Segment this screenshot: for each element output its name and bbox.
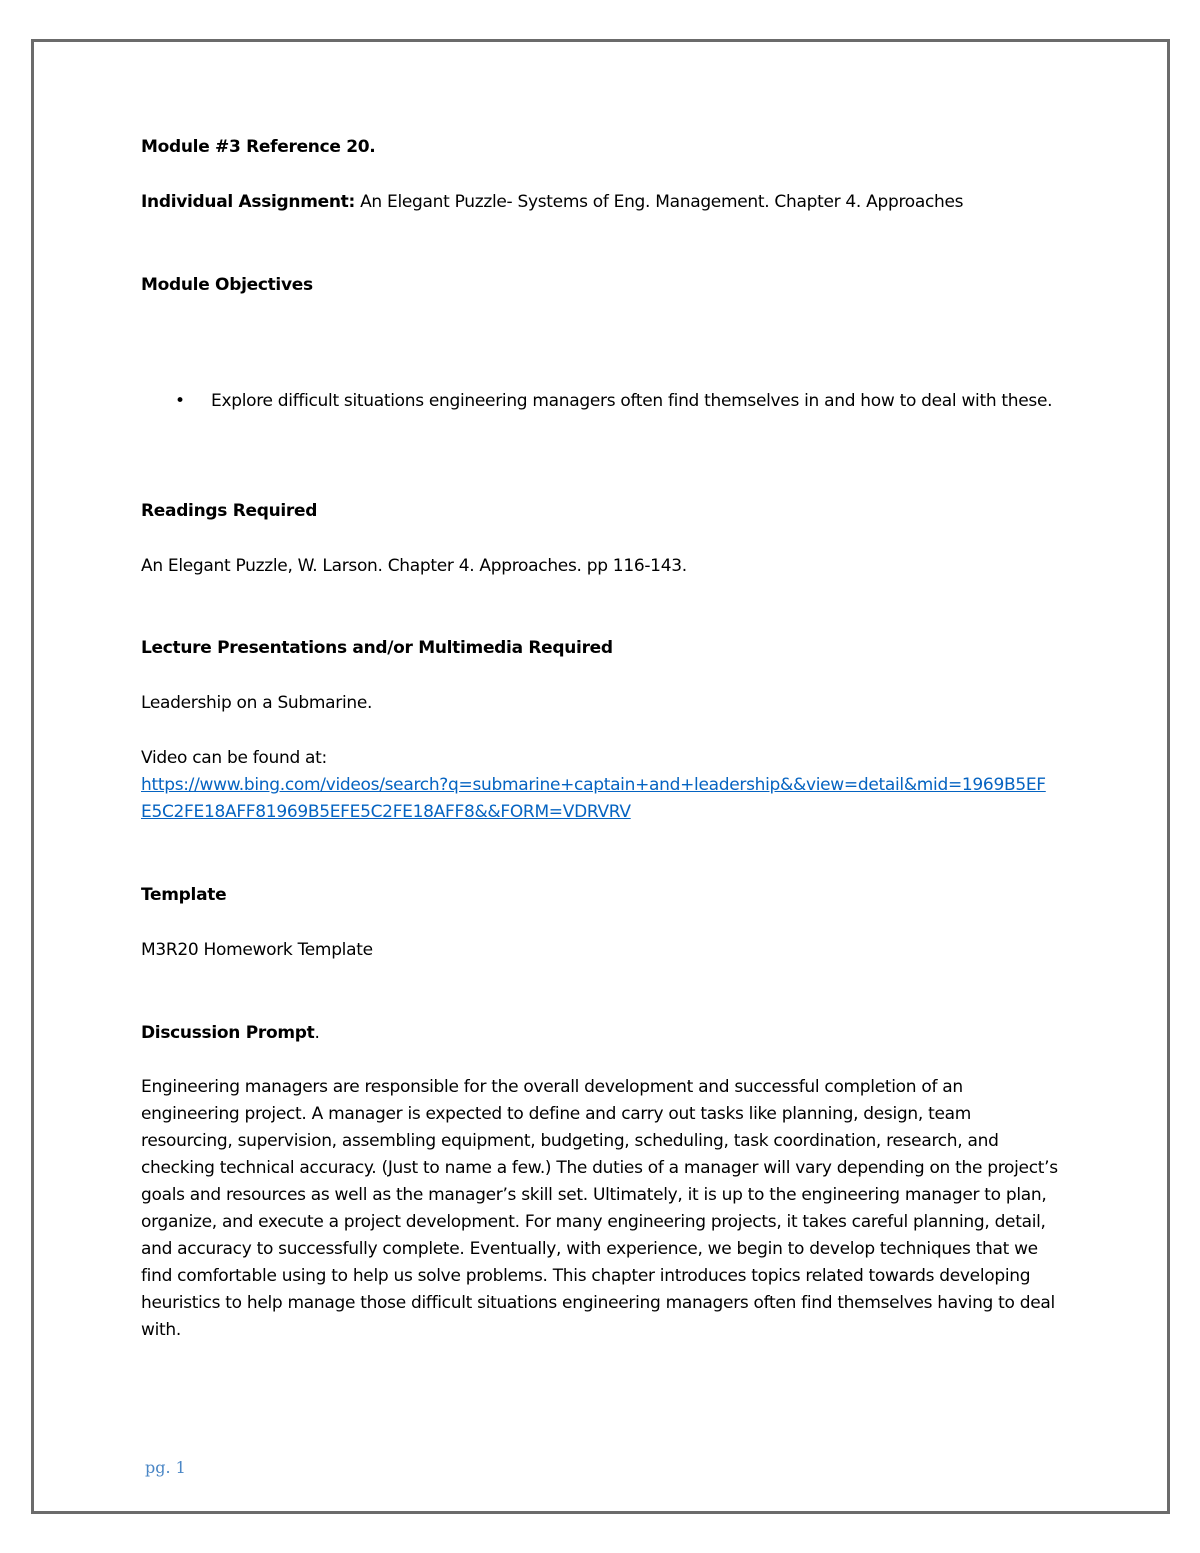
bullet-icon: •: [175, 391, 185, 411]
video-block: [141, 745, 1061, 826]
module-heading: Module #3 Reference 20.: [141, 137, 376, 157]
template-heading: Template: [141, 885, 227, 905]
lecture-item: Leadership on a Submarine.: [141, 693, 373, 713]
readings-text: An Elegant Puzzle, W. Larson. Chapter 4. Approaches. pp 116-143.: [141, 556, 687, 576]
readings-heading: Readings Required: [141, 501, 318, 521]
discussion-heading: Discussion Prompt: [141, 1023, 315, 1043]
discussion-paragraph: Engineering managers are responsible for the overall development and successful completion of an engineering project. A manager is expected to define and carry out tasks like planning, design, team resourcing, supervision, assembling equipment, budgeting, scheduling, task coordination, research, and checking technical accuracy. (Just to name a few.) The duties of a manager will vary depending on the project’s goals and resources as well as the manager’s skill set. Ultimately, it is up to the engineering manager to plan, organize, and execute a project development. For many engineering projects, it takes careful planning, detail, and accuracy to successfully complete. Eventually, with experience, we begin to develop techniques that we find comfortable using to help us solve problems. This chapter introduces topics related towards developing heuristics to help manage those difficult situations engineering managers often find themselves having to deal with.: [141, 1077, 1058, 1340]
lecture-heading: Lecture Presentations and/or Multimedia Required: [141, 638, 613, 658]
objectives-heading: Module Objectives: [141, 275, 313, 295]
page-number: pg. 1: [145, 1458, 186, 1477]
objective-text: Explore difficult situations engineering managers often find themselves in and how to deal with these.: [211, 391, 1053, 411]
video-label: Video can be found at:: [141, 748, 327, 768]
assignment-line: [141, 189, 1061, 216]
discussion-heading-line: [141, 1020, 1061, 1047]
assignment-label: Individual Assignment:: [141, 192, 355, 212]
discussion-heading-suffix: .: [314, 1023, 320, 1043]
template-text: M3R20 Homework Template: [141, 940, 373, 960]
video-link[interactable]: https://www.bing.com/videos/search?q=submarine+captain+and+leadership&&view=detail&mid=1969B5EFE5C2FE18AFF81969B5EFE5C2FE18AFF8&&FORM=VDRVRV: [141, 775, 1046, 822]
assignment-text: An Elegant Puzzle- Systems of Eng. Management. Chapter 4. Approaches: [355, 192, 964, 212]
